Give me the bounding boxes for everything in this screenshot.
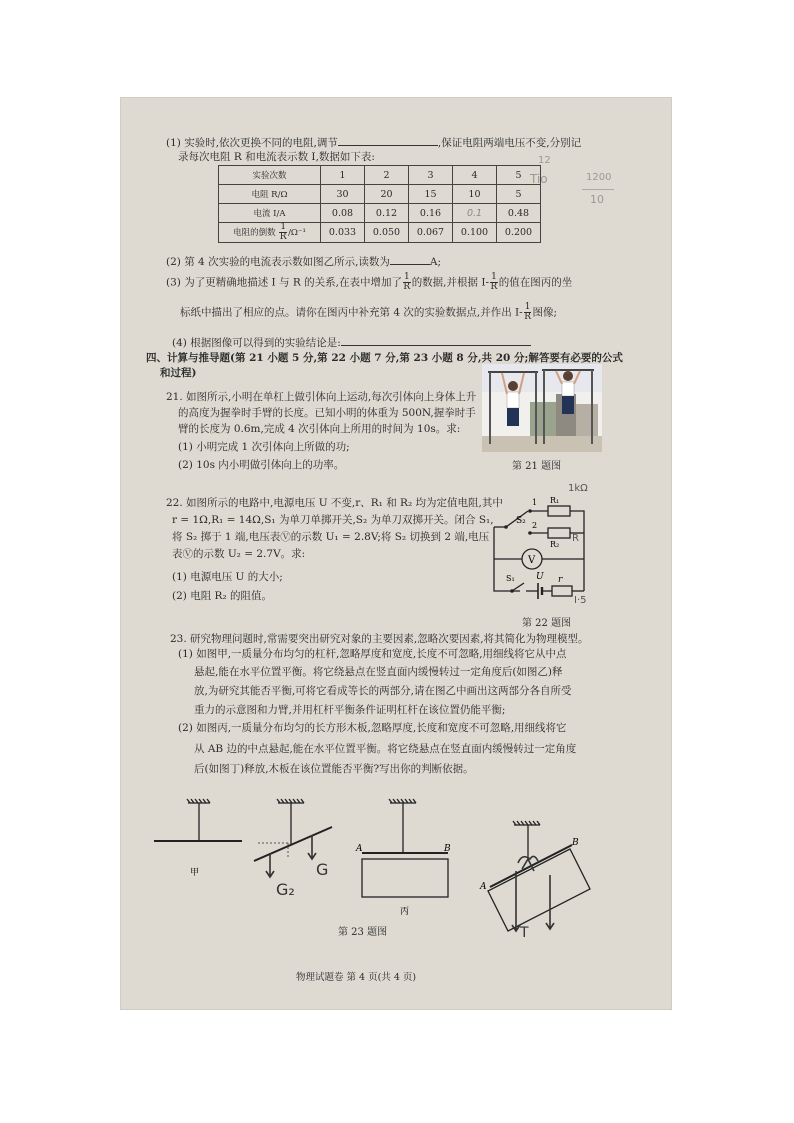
q23-line: 23. 研究物理问题时,常需要突出研究对象的主要因素,忽略次要因素,将其简化为物理模型。 (170, 633, 589, 645)
point-b-label: B (444, 844, 451, 854)
margin-fraction-bar (582, 189, 614, 190)
fraction: $\frac{1}{R}$ (403, 272, 411, 292)
point-a-label: A (480, 882, 487, 892)
page-footer: 物理试题卷 第 4 页(共 4 页) (296, 972, 417, 983)
handwritten-note: I·5 (574, 595, 587, 606)
answer-blank (338, 135, 438, 146)
q20-part1-line: (1) 实验时,依次更换不同的电阻,调节 ,保证电阻两端电压不变,分别记 (166, 137, 582, 149)
handwritten-cell: 0.1 (453, 204, 497, 223)
fraction: $\frac{1}{R}$ (524, 302, 531, 322)
q20-part3: (3) 为了更精确地描述 I 与 R 的关系,在表中增加了 $\frac{1}{R}$ 的数据,并根据 I- $\frac{1}{R}$ 的值在图丙的坐 (166, 272, 573, 292)
data-table (218, 165, 541, 243)
figure-caption: 第 23 题图 (338, 927, 388, 938)
table-row: 电流 I/A 0.08 0.12 0.16 0.1 0.48 (219, 204, 541, 223)
table-row: 电阻的倒数 $\frac{1}{R}$ /Ω⁻¹ 0.033 0.050 0.067 0.100 0.200 (219, 223, 541, 243)
figure-bing (352, 797, 452, 917)
section-title-cont: 和过程) (160, 367, 197, 379)
q22-line: (2) 电阻 R₂ 的阻值。 (172, 590, 273, 602)
q23-line: 放,为研究其能否平衡,可将它看成等长的两部分,请在图乙中画出这两部分各自所受 (194, 685, 572, 697)
handwritten-note: G (316, 860, 329, 879)
q22-line: 表Ⓥ的示数 U₂ = 2.7V。求: (172, 548, 306, 560)
q23-line: (1) 如图甲,一质量分布均匀的杠杆,忽略厚度和宽度,长度不可忽略,用细线将它从中点 (178, 648, 567, 660)
s1-label: S₁ (506, 574, 515, 583)
q21-line: (1) 小明完成 1 次引体向上所做的功; (178, 441, 350, 453)
r1-label: R₁ (550, 496, 560, 505)
scanned-page (120, 97, 672, 1010)
figure-caption: 第 21 题图 (512, 461, 562, 472)
handwritten-note: 1kΩ (568, 483, 588, 494)
margin-note: 1200 (586, 172, 612, 183)
fig-label-jia: 甲 (190, 868, 200, 878)
fraction: $\frac{1}{R}$ (490, 272, 498, 292)
q23-line: 悬起,能在水平位置平衡。将它绕悬点在竖直面内缓慢转过一定角度后(如图乙)释 (194, 666, 563, 678)
figure-jia (150, 797, 240, 877)
q22-line: r = 1Ω,R₁ = 14Ω,S₁ 为单刀单掷开关,S₂ 为单刀双掷开关。闭合 S₁, (172, 514, 494, 526)
figure-caption: 第 22 题图 (522, 618, 572, 629)
table-row: 电阻 R/Ω 30 20 15 10 5 (219, 185, 541, 204)
q20-part2: (2) 第 4 次实验的电流表示数如图乙所示,读数为 A; (166, 256, 442, 268)
q22-line: 22. 如图所示的电路中,电源电压 U 不变,r、R₁ 和 R₂ 均为定值电阻,其中 (166, 497, 503, 509)
q22-line: 将 S₂ 掷于 1 端,电压表Ⓥ的示数 U₁ = 2.8V;将 S₂ 切换到 2 端,电压 (172, 531, 490, 543)
handwritten-note: R (572, 533, 579, 544)
q21-photo (482, 364, 602, 452)
q21-line: 臂的长度为 0.6m,完成 4 次引体向上所用的时间为 10s。求: (178, 423, 461, 435)
q21-line: 21. 如图所示,小明在单杠上做引体向上运动,每次引体向上身体上升 (166, 391, 477, 403)
q23-line: (2) 如图丙,一质量分布均匀的长方形木板,忽略厚度,长度和宽度不可忽略,用细线将它 (178, 722, 567, 734)
q22-line: (1) 电源电压 U 的大小; (172, 571, 283, 583)
point-b-label: B (572, 838, 579, 848)
answer-blank (390, 254, 430, 265)
q23-line: 后(如图丁)释放,木板在该位置能否平衡?写出你的判断依据。 (194, 763, 474, 775)
fig-label-bing: 丙 (400, 907, 410, 917)
r2-label: R₂ (550, 540, 560, 549)
s2-label: S₂ (516, 516, 526, 526)
margin-note: 10 (590, 193, 604, 206)
r-label: r (558, 575, 563, 585)
circuit-diagram (492, 479, 592, 609)
q23-line: 从 AB 边的中点悬起,能在水平位置平衡。将它绕悬点在竖直面内缓慢转过一定角度 (194, 743, 577, 755)
q23-line: 重力的示意图和力臂,并用杠杆平衡条件证明杠杆在该位置仍能平衡; (194, 704, 506, 716)
q20-part3-line2: 标纸中描出了相应的点。请你在图丙中补充第 4 次的实验数据点,并作出 I- $\frac{1}{R}$ 图像; (180, 302, 558, 322)
voltmeter-label: V (528, 555, 536, 566)
u-label: U (536, 572, 544, 582)
table-row: 实验次数 1 2 3 4 5 (219, 166, 541, 185)
margin-note: Tio (530, 172, 548, 186)
handwritten-note: T (520, 925, 529, 941)
figure-yi (248, 797, 338, 907)
fraction: $\frac{1}{R}$ (279, 222, 287, 242)
answer-blank (341, 335, 531, 346)
q20-part4: (4) 根据图像可以得到的实验结论是: (172, 335, 531, 350)
margin-note: 12 (538, 155, 551, 166)
q20-part1-line2: 录每次电阻 R 和电流表示数 I,数据如下表: (178, 151, 375, 163)
q21-line: 的高度为握拳时手臂的长度。已知小明的体重为 500N,握拳时手 (178, 407, 476, 419)
point-a-label: A (356, 844, 363, 854)
terminal-2-label: 2 (532, 521, 538, 530)
section-title: 四、计算与推导题(第 21 小题 5 分,第 22 小题 7 分,第 23 小题 8 分,共 20 分;解答要有必要的公式 (146, 352, 623, 364)
terminal-1-label: 1 (532, 498, 538, 507)
figure-ding (478, 819, 588, 959)
handwritten-note: G₂ (276, 880, 295, 899)
q21-line: (2) 10s 内小明做引体向上的功率。 (178, 459, 345, 471)
